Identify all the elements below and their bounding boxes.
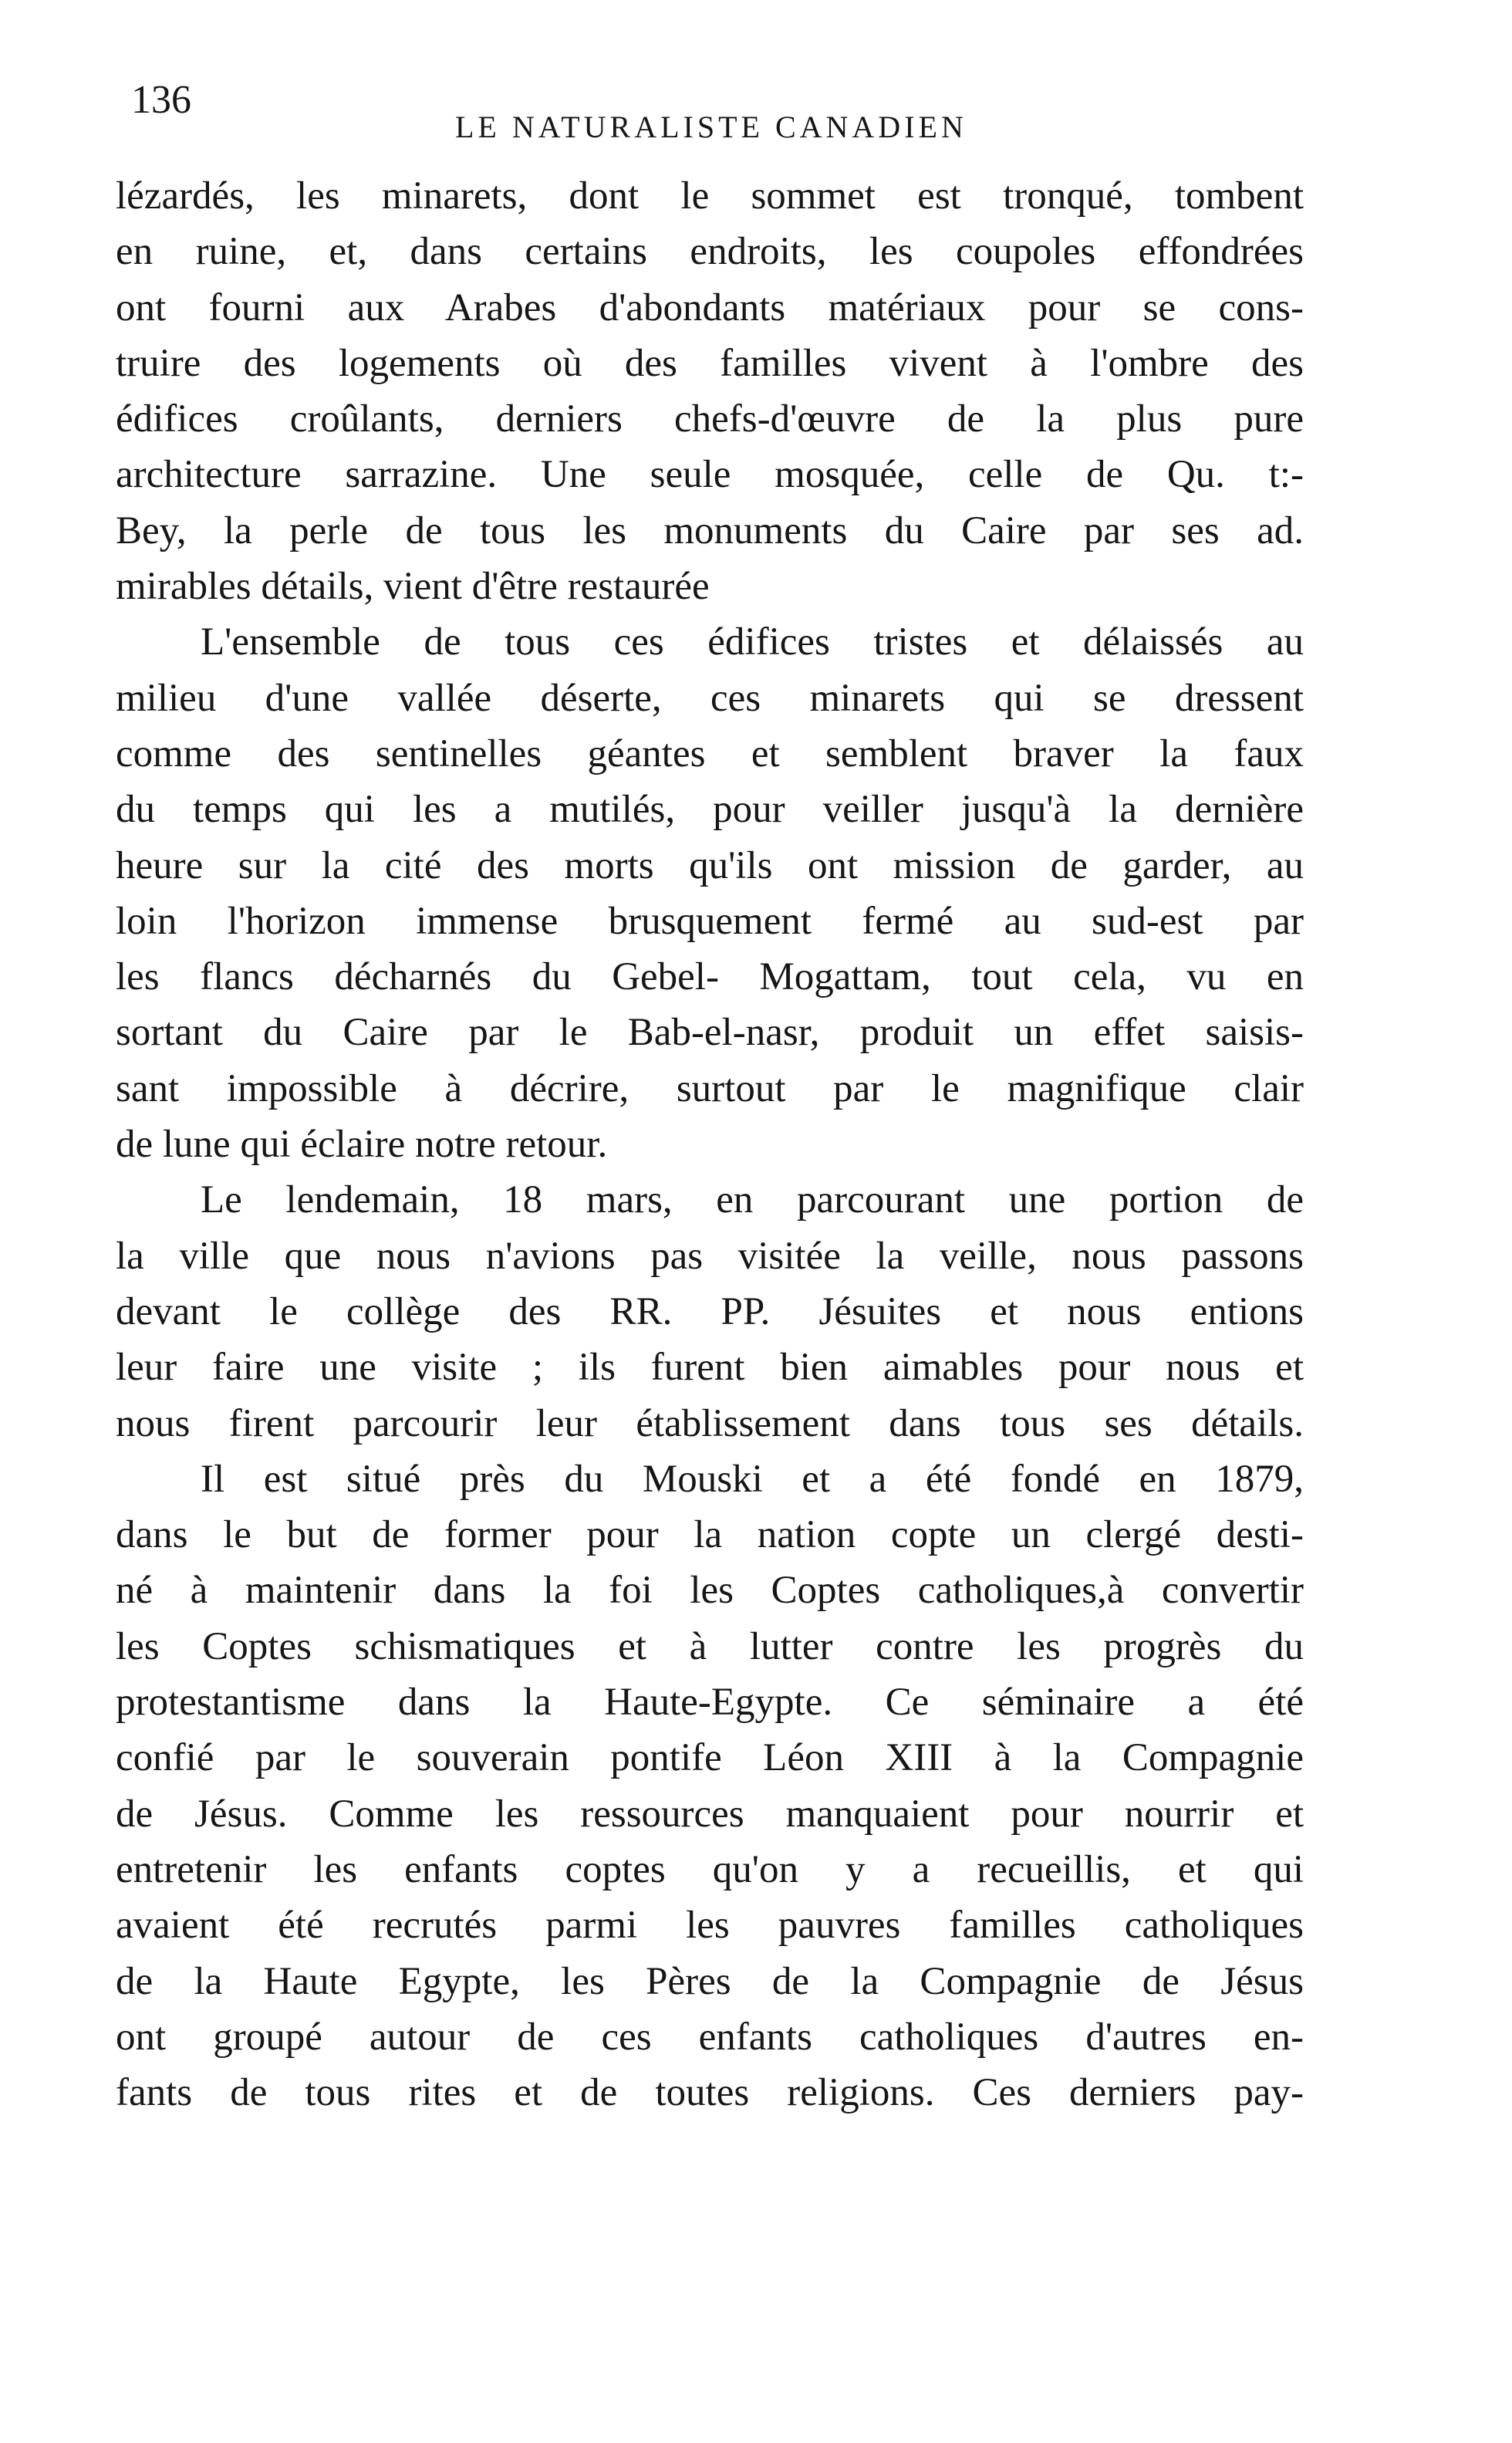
text-line: milieu d'une vallée déserte, ces minarets qui se dressent	[116, 676, 1304, 720]
text-line: lézardés, les minarets, dont le sommet est tronqué, tombent	[116, 174, 1304, 218]
text-line: truire des logements où des familles vivent à l'ombre des	[116, 341, 1304, 385]
text-line: les Coptes schismatiques et à lutter contre les progrès du	[116, 1624, 1304, 1668]
body-text	[116, 168, 1304, 2120]
text-line: de lune qui éclaire notre retour.	[116, 1123, 608, 1167]
text-line: édifices croûlants, derniers chefs-d'œuvre de la plus pure	[116, 397, 1304, 441]
text-line: mirables détails, vient d'être restaurée	[116, 565, 710, 609]
text-line: comme des sentinelles géantes et semblent braver la faux	[116, 732, 1304, 775]
text-line: ont groupé autour de ces enfants catholiques d'autres en-	[116, 2015, 1304, 2059]
text-line: ont fourni aux Arabes d'abondants matériaux pour se cons-	[116, 286, 1304, 329]
text-line: dans le but de former pour la nation copte un clergé desti-	[116, 1513, 1304, 1557]
text-line: Bey, la perle de tous les monuments du Caire par ses ad.	[116, 509, 1304, 552]
text-line: devant le collège des RR. PP. Jésuites et nous entions	[116, 1289, 1304, 1333]
text-line: les flancs décharnés du Gebel- Mogattam, tout cela, vu en	[116, 955, 1304, 999]
paragraph-first-line: L'ensemble de tous ces édifices tristes et délaissés au	[201, 620, 1304, 664]
text-line: la ville que nous n'avions pas visitée la veille, nous passons	[116, 1234, 1304, 1278]
page-number: 136	[131, 78, 191, 122]
text-line: avaient été recrutés parmi les pauvres familles catholiques	[116, 1904, 1304, 1948]
text-line: né à maintenir dans la foi les Coptes catholiques,à convertir	[116, 1569, 1304, 1613]
text-line: sant impossible à décrire, surtout par le magnifique clair	[116, 1066, 1304, 1110]
paragraph-first-line: Il est situé près du Mouski et a été fondé en 1879,	[201, 1457, 1304, 1501]
text-line: protestantisme dans la Haute-Egypte. Ce séminaire a été	[116, 1681, 1304, 1725]
text-line: architecture sarrazine. Une seule mosquée, celle de Qu. t:-	[116, 453, 1304, 497]
text-line: de Jésus. Comme les ressources manquaient pour nourrir et	[116, 1792, 1304, 1836]
paragraph-first-line: Le lendemain, 18 mars, en parcourant une portion de	[201, 1178, 1304, 1222]
text-line: nous firent parcourir leur établissement dans tous ses détails.	[116, 1401, 1304, 1445]
running-head: LE NATURALISTE CANADIEN	[455, 110, 967, 144]
text-line: de la Haute Egypte, les Pères de la Compagnie de Jésus	[116, 1959, 1304, 2003]
text-line: sortant du Caire par le Bab-el-nasr, produit un effet saisis-	[116, 1011, 1304, 1055]
text-line: du temps qui les a mutilés, pour veiller jusqu'à la dernière	[116, 788, 1304, 832]
text-line: leur faire une visite ; ils furent bien aimables pour nous et	[116, 1346, 1304, 1390]
text-line: loin l'horizon immense brusquement fermé au sud-est par	[116, 899, 1304, 943]
text-line: heure sur la cité des morts qu'ils ont mission de garder, au	[116, 843, 1304, 887]
text-line: en ruine, et, dans certains endroits, les coupoles effondrées	[116, 230, 1304, 274]
text-line: fants de tous rites et de toutes religions. Ces derniers pay-	[116, 2071, 1304, 2115]
text-line: entretenir les enfants coptes qu'on y a recueillis, et qui	[116, 1847, 1304, 1891]
text-line: confié par le souverain pontife Léon XIII à la Compagnie	[116, 1736, 1304, 1780]
